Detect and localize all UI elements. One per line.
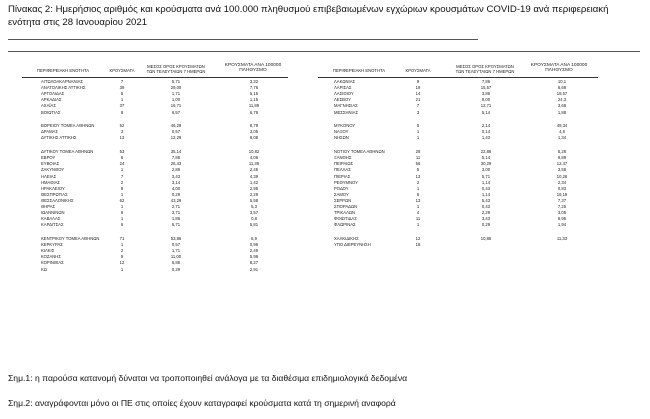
- rate-per-100k-value: 3,58: [557, 167, 567, 173]
- region-name: ΔΡΑΜΑΣ: [41, 129, 58, 135]
- region-name: ΥΠΟ ΔΙΕΡΕΥΝΗΣΗ: [334, 242, 371, 248]
- cases-value: 2: [120, 179, 124, 185]
- right-header-rate: ΚΡΟΥΣΜΑΤΑ ΑΝΑ 100000 ΠΛΗΘΥΣΜΟ: [530, 63, 588, 73]
- cases-value: 1: [416, 185, 420, 191]
- section-divider: [8, 51, 640, 52]
- cases-value: 2: [416, 179, 420, 185]
- seven-day-average-value: 22,86: [480, 149, 492, 155]
- rate-per-100k-value: 5,81: [249, 222, 259, 228]
- footnote-2: Σημ.2: αναγράφονται μόνο οι ΠΕ στις οποίες έχουν καταγραφεί κρούσματα κατά τη σημερινή αναφορά: [8, 398, 396, 408]
- region-name: ΕΥΒΟΙΑΣ: [41, 161, 60, 167]
- region-name: ΒΟΙΩΤΙΑΣ: [41, 109, 61, 115]
- seven-day-average-value: 1,71: [171, 91, 181, 97]
- seven-day-average-value: 3,43: [171, 173, 181, 179]
- rate-per-100k-value: 8,79: [249, 123, 259, 129]
- rate-per-100k-value: 8,08: [249, 135, 259, 141]
- region-name: ΝΗΣΩΝ: [334, 135, 349, 141]
- left-header-rate: ΚΡΟΥΣΜΑΤΑ ΑΝΑ 100000 ΠΛΗΘΥΣΜΟ: [224, 63, 282, 73]
- region-name: ΠΙΕΡΙΑΣ: [334, 173, 351, 179]
- region-name: ΔΥΤΙΚΗΣ ΑΤΤΙΚΗΣ: [41, 135, 77, 141]
- seven-day-average-value: 12,29: [170, 135, 182, 141]
- seven-day-average-value: 35,14: [170, 149, 182, 155]
- seven-day-average-value: 30,29: [480, 161, 492, 167]
- rate-per-100k-value: 4,6: [559, 129, 565, 135]
- rate-per-100k-value: 0,8: [251, 216, 257, 222]
- cases-value: 6: [120, 210, 124, 216]
- seven-day-average-value: 1,00: [171, 97, 181, 103]
- region-name: ΣΕΡΡΩΝ: [334, 197, 352, 203]
- cases-value: 2: [120, 248, 124, 254]
- right-header-region: ΠΕΡΙΦΕΡΕΙΑΚΗ ΕΝΟΤΗΤΑ: [332, 68, 386, 73]
- rate-per-100k-value: 4,06: [249, 155, 259, 161]
- seven-day-average-value: 3,71: [171, 210, 181, 216]
- cases-value: 18: [415, 242, 421, 248]
- region-name: ΜΥΚΟΝΟΥ: [334, 123, 356, 129]
- rate-per-100k-value: 0,96: [249, 242, 259, 248]
- rate-per-100k-value: 3,68: [557, 103, 567, 109]
- cases-value: 1: [120, 97, 124, 103]
- cases-value: 11: [415, 155, 421, 161]
- cases-value: 12: [415, 236, 421, 241]
- rate-per-100k-value: 2,95: [249, 185, 259, 191]
- region-name: ΛΑΚΩΝΙΑΣ: [334, 79, 356, 84]
- cases-value: 1: [416, 129, 420, 135]
- region-name: ΚΩ: [41, 266, 47, 272]
- rate-per-100k-value: 5,99: [249, 254, 259, 260]
- rate-per-100k-value: 18,57: [556, 91, 568, 97]
- cases-value: 13: [415, 197, 421, 203]
- seven-day-average-value: 2,14: [481, 123, 491, 129]
- seven-day-average-value: 7,86: [481, 79, 491, 84]
- seven-day-average-value: 5,14: [481, 155, 491, 161]
- rate-per-100k-value: 10,26: [556, 173, 568, 179]
- rate-per-100k-value: 5,3: [251, 204, 257, 209]
- region-name: ΧΑΛΚΙΔΙΚΗΣ: [334, 236, 359, 241]
- seven-day-average-value: 1,86: [171, 216, 181, 222]
- seven-day-average-value: 2,71: [171, 204, 181, 209]
- rate-per-100k-value: 7,25: [557, 204, 567, 209]
- rate-per-100k-value: 10,1: [557, 79, 567, 84]
- rate-per-100k-value: 3,05: [249, 129, 259, 135]
- region-name: ΦΘΙΩΤΙΔΑΣ: [334, 216, 357, 222]
- left-header-region: ΠΕΡΙΦΕΡΕΙΑΚΗ ΕΝΟΤΗΤΑ: [36, 68, 90, 73]
- seven-day-average-value: 0,57: [171, 242, 181, 248]
- cases-value: 4: [416, 210, 420, 216]
- rate-per-100k-value: 7,76: [249, 85, 259, 91]
- right-header-cases: ΚΡΟΥΣΜΑΤΑ: [405, 68, 431, 73]
- cases-value: 1: [120, 167, 124, 173]
- region-name: ΣΑΜΟΥ: [334, 191, 349, 197]
- cases-value: 6: [120, 155, 124, 161]
- left-header-avg: ΜΕΣΟΣ ΟΡΟΣ ΚΡΟΥΣΜΑΤΩΝ ΤΩΝ ΤΕΛΕΥΤΑΙΩΝ 7 ΗΜΕΡΩΝ: [146, 64, 206, 74]
- region-name: ΚΕΝΤΡΙΚΟΥ ΤΟΜΕΑ ΑΘΗΝΩΝ: [41, 236, 100, 241]
- rate-per-100k-value: 2,49: [249, 248, 259, 254]
- rate-per-100k-value: 11,89: [248, 103, 260, 109]
- cases-value: 6: [416, 191, 420, 197]
- seven-day-average-value: 0,14: [481, 129, 491, 135]
- region-name: ΙΩΑΝΝΙΝΩΝ: [41, 210, 65, 216]
- cases-value: 13: [119, 135, 125, 141]
- region-name: ΝΟΤΙΟΥ ΤΟΜΕΑ ΑΘΗΝΩΝ: [334, 149, 385, 155]
- seven-day-average-value: 2,29: [481, 210, 491, 216]
- rate-per-100k-value: 1,34: [557, 135, 567, 141]
- rate-per-100k-value: 2,29: [249, 191, 259, 197]
- region-name: ΛΑΣΙΘΙΟΥ: [334, 91, 354, 97]
- left-header-cases: ΚΡΟΥΣΜΑΤΑ: [109, 68, 135, 73]
- region-name: ΚΕΡΚΥΡΑΣ: [41, 242, 63, 248]
- cases-value: 1: [120, 266, 124, 272]
- rate-per-100k-value: 12,47: [556, 161, 568, 167]
- seven-day-average-value: 8,00: [481, 97, 491, 103]
- rate-per-100k-value: 1,94: [557, 222, 567, 228]
- rate-per-100k-value: 5,58: [249, 197, 259, 203]
- region-name: ΛΑΡΙΣΑΣ: [334, 85, 352, 91]
- cases-value: 9: [120, 254, 124, 260]
- rate-per-100k-value: 24,3: [557, 97, 567, 103]
- cases-value: 8: [120, 109, 124, 115]
- seven-day-average-value: 5,43: [481, 197, 491, 203]
- cases-value: 24: [119, 161, 125, 167]
- rate-per-100k-value: 1,15: [249, 97, 259, 103]
- footnote-1: Σημ.1: η παρούσα κατανομή δύναται να τροποποιηθεί ανάλογα με τα διαθέσιμα επιδημιολογικά δεδομένα: [8, 373, 408, 383]
- cases-value: 7: [120, 173, 124, 179]
- cases-value: 3: [416, 109, 420, 115]
- seven-day-average-value: 6,86: [171, 260, 181, 266]
- region-name: ΣΠΟΡΑΔΩΝ: [334, 204, 358, 209]
- cases-value: 3: [120, 129, 124, 135]
- region-name: ΡΟΔΟΥ: [334, 185, 349, 191]
- seven-day-average-value: 4,00: [171, 185, 181, 191]
- rate-per-100k-value: 18,19: [556, 191, 568, 197]
- table-caption: [8, 3, 648, 29]
- region-name: ΡΕΘΥΜΝΟΥ: [334, 179, 358, 185]
- seven-day-average-value: 15,57: [480, 85, 492, 91]
- cases-value: 13: [415, 173, 421, 179]
- rate-per-100k-value: 3,05: [557, 210, 567, 216]
- rate-per-100k-value: 8,27: [249, 260, 259, 266]
- cases-value: 21: [415, 97, 421, 103]
- seven-day-average-value: 0,43: [481, 185, 491, 191]
- seven-day-average-value: 0,43: [481, 204, 491, 209]
- seven-day-average-value: 3,86: [481, 91, 491, 97]
- cases-value: 11: [415, 216, 421, 222]
- rate-per-100k-value: 6,9: [251, 236, 257, 241]
- region-name: ΑΡΚΑΔΙΑΣ: [41, 97, 62, 103]
- cases-value: 1: [120, 216, 124, 222]
- seven-day-average-value: 1,43: [481, 135, 491, 141]
- cases-value: 5: [416, 167, 420, 173]
- region-name: ΘΗΡΑΣ: [41, 204, 56, 209]
- region-name: ΛΕΣΒΟΥ: [334, 97, 351, 103]
- seven-day-average-value: 5,14: [481, 109, 491, 115]
- region-name: ΗΛΕΙΑΣ: [41, 173, 57, 179]
- seven-day-average-value: 46,29: [170, 123, 182, 129]
- rate-per-100k-value: 6,78: [249, 109, 259, 115]
- rate-per-100k-value: 10,82: [248, 149, 260, 155]
- region-name: ΗΡΑΚΛΕΙΟΥ: [41, 185, 65, 191]
- region-name: ΞΑΝΘΗΣ: [334, 155, 352, 161]
- cases-value: 1: [120, 204, 124, 209]
- cases-value: 71: [119, 236, 125, 241]
- seven-day-average-value: 12,71: [480, 103, 492, 109]
- cases-value: 1: [416, 222, 420, 228]
- region-name: ΜΑΓΝΗΣΙΑΣ: [334, 103, 358, 109]
- seven-day-average-value: 5,71: [171, 79, 181, 84]
- region-name: ΤΡΙΚΑΛΩΝ: [334, 210, 356, 216]
- region-name: ΘΕΣΣΑΛΟΝΙΚΗΣ: [41, 197, 74, 203]
- cases-value: 19: [415, 85, 421, 91]
- cases-value: 56: [415, 161, 421, 167]
- seven-day-average-value: 3,43: [481, 216, 491, 222]
- cases-value: 5: [120, 91, 124, 97]
- region-name: ΝΑΞΟΥ: [334, 129, 349, 135]
- cases-value: 7: [120, 79, 124, 84]
- seven-day-average-value: 3,00: [481, 167, 491, 173]
- cases-value: 62: [119, 197, 125, 203]
- rate-per-100k-value: 6,95: [557, 216, 567, 222]
- rate-per-100k-value: 49,34: [556, 123, 568, 129]
- seven-day-average-value: 1,14: [481, 179, 491, 185]
- seven-day-average-value: 1,71: [171, 248, 181, 254]
- cases-value: 1: [120, 191, 124, 197]
- cases-value: 39: [119, 85, 125, 91]
- seven-day-average-value: 53,86: [170, 236, 182, 241]
- region-name: ΜΕΣΣΗΝΙΑΣ: [334, 109, 359, 115]
- seven-day-average-value: 43,29: [170, 197, 182, 203]
- seven-day-average-value: 11,00: [170, 254, 182, 260]
- right-header-rule: [318, 77, 598, 78]
- rate-per-100k-value: 3,57: [249, 210, 259, 216]
- rate-per-100k-value: 11,38: [248, 161, 260, 167]
- rate-per-100k-value: 1,42: [249, 179, 259, 185]
- seven-day-average-value: 5,71: [481, 173, 491, 179]
- seven-day-average-value: 3,14: [171, 179, 181, 185]
- rate-per-100k-value: 9,89: [557, 155, 567, 161]
- seven-day-average-value: 2,86: [171, 167, 181, 173]
- cases-value: 9: [416, 79, 420, 84]
- region-name: ΗΜΑΘΙΑΣ: [41, 179, 61, 185]
- seven-day-average-value: 29,00: [170, 85, 182, 91]
- rate-per-100k-value: 0,83: [557, 185, 567, 191]
- region-name: ΔΥΤΙΚΟΥ ΤΟΜΕΑ ΑΘΗΝΩΝ: [41, 149, 94, 155]
- region-name: ΑΙΤΩΛΟΑΚΑΡΝΑΝΙΑΣ: [41, 79, 84, 84]
- region-name: ΚΟΖΑΝΗΣ: [41, 254, 61, 260]
- region-name: ΠΕΛΛΑΣ: [334, 167, 351, 173]
- seven-day-average-value: 7,86: [171, 155, 181, 161]
- rate-per-100k-value: 5,15: [249, 91, 259, 97]
- caption-underline: [8, 39, 478, 40]
- region-name: ΖΑΚΥΝΘΟΥ: [41, 167, 65, 173]
- rate-per-100k-value: 11,33: [556, 236, 568, 241]
- rate-per-100k-value: 2,91: [249, 266, 259, 272]
- rate-per-100k-value: 6,68: [557, 85, 567, 91]
- seven-day-average-value: 0,57: [171, 129, 181, 135]
- region-name: ΑΧΑΪΑΣ: [41, 103, 56, 109]
- region-name: ΚΑΡΔΙΤΣΑΣ: [41, 222, 64, 228]
- region-name: ΦΛΩΡΙΝΑΣ: [334, 222, 356, 228]
- rate-per-100k-value: 1,88: [557, 109, 567, 115]
- cases-value: 6: [120, 222, 124, 228]
- rate-per-100k-value: 5,28: [557, 149, 567, 155]
- cases-value: 1: [120, 242, 124, 248]
- region-name: ΑΝΑΤΟΛΙΚΗΣ ΑΤΤΙΚΗΣ: [41, 85, 86, 91]
- rate-per-100k-value: 7,37: [557, 197, 567, 203]
- rate-per-100k-value: 2,45: [249, 167, 259, 173]
- cases-value: 5: [416, 123, 420, 129]
- caption-line-2: ενότητα στις 28 Ιανουαρίου 2021: [8, 17, 148, 28]
- seven-day-average-value: 0,29: [171, 266, 181, 272]
- seven-day-average-value: 16,71: [170, 103, 182, 109]
- region-name: ΚΟΡΙΝΘΙΑΣ: [41, 260, 64, 266]
- region-name: ΒΟΡΕΙΟΥ ΤΟΜΕΑ ΑΘΗΝΩΝ: [41, 123, 95, 129]
- cases-value: 1: [416, 204, 420, 209]
- cases-value: 52: [119, 123, 125, 129]
- seven-day-average-value: 0,29: [171, 191, 181, 197]
- region-name: ΠΕΙΡΑΙΩΣ: [334, 161, 354, 167]
- rate-per-100k-value: 4,39: [249, 173, 259, 179]
- right-header-avg: ΜΕΣΟΣ ΟΡΟΣ ΚΡΟΥΣΜΑΤΩΝ ΤΩΝ ΤΕΛΕΥΤΑΙΩΝ 7 ΗΜΕΡΩΝ: [455, 64, 515, 74]
- region-name: ΑΡΓΟΛΙΔΑΣ: [41, 91, 65, 97]
- seven-day-average-value: 0,29: [481, 222, 491, 228]
- seven-day-average-value: 1,14: [481, 191, 491, 197]
- seven-day-average-value: 26,43: [170, 161, 182, 167]
- left-header-rule: [22, 77, 288, 78]
- cases-value: 14: [415, 91, 421, 97]
- rate-per-100k-value: 2,34: [557, 179, 567, 185]
- caption-line-1: Πίνακας 2: Ημερήσιος αριθμός και κρούσματα ανά 100.000 πληθυσμού επιβεβαιωμένων εγχώριων κρουσμάτων COVID-19 ανά περιφερειακή: [8, 4, 609, 15]
- region-name: ΚΑΒΑΛΑΣ: [41, 216, 61, 222]
- cases-value: 28: [415, 149, 421, 155]
- cases-value: 7: [416, 103, 420, 109]
- region-name: ΘΕΣΠΡΩΤΙΑΣ: [41, 191, 68, 197]
- cases-value: 9: [120, 185, 124, 191]
- region-name: ΚΙΛΚΙΣ: [41, 248, 55, 254]
- seven-day-average-value: 6,57: [171, 109, 181, 115]
- cases-value: 12: [119, 260, 125, 266]
- cases-value: 37: [119, 103, 125, 109]
- region-name: ΕΒΡΟΥ: [41, 155, 56, 161]
- rate-per-100k-value: 3,32: [249, 79, 259, 84]
- cases-value: 53: [119, 149, 125, 155]
- seven-day-average-value: 10,86: [480, 236, 492, 241]
- seven-day-average-value: 6,71: [171, 222, 181, 228]
- cases-value: 1: [416, 135, 420, 141]
